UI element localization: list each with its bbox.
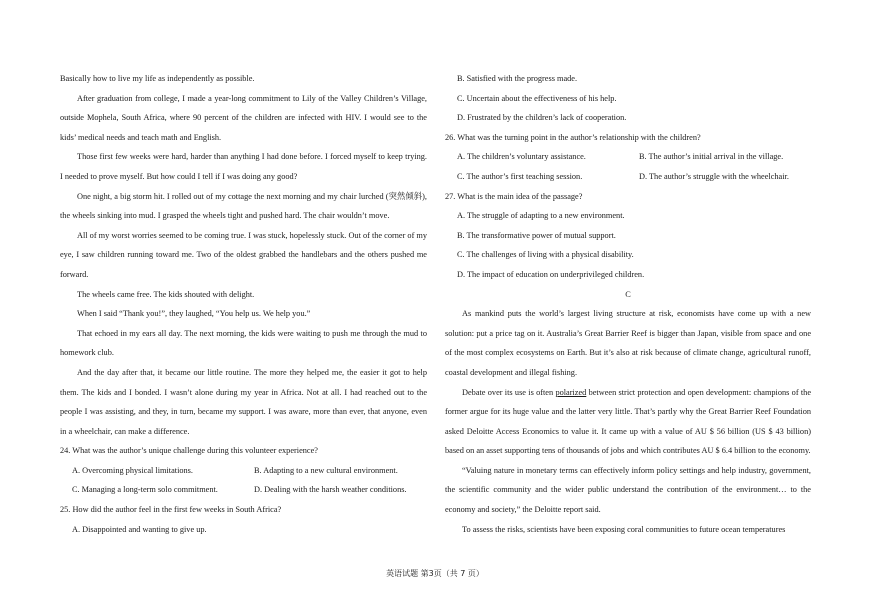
option-27-d: D. The impact of education on underprivileged children.	[457, 269, 645, 279]
question-26: 26. What was the turning point in the author’s relationship with the children?	[445, 132, 701, 142]
paragraph-debate-end: between strict protection and open development: champions of the former argue for its huge value and the latter very little. That’s partly why the Great Barrier Reef Foundation asked Deloitte Access Economics to value it. It came up with a value of AU $ 56 billion (US $ 43 billion) based on an asset supporting tens of thousands of jobs and which contributes AU $ 6.4 billion to the economy.	[445, 387, 812, 456]
paragraph-valuing-nature: “Valuing nature in monetary terms can effectively inform policy settings and help industry, government, the scientific community and the wider public understand the contribution of the environment… to the economy and society,” the Deloitte report said.	[445, 465, 811, 515]
option-27-a: A. The struggle of adapting to a new environment.	[457, 211, 625, 221]
paragraph-debate-start: Debate over its use is often	[462, 387, 556, 397]
right-column	[445, 69, 811, 539]
option-27-b: B. The transformative power of mutual support.	[457, 230, 616, 240]
paragraph-storm: One night, a big storm hit. I rolled out of my cottage the next morning and my chair lurched (突然倾斜), the wheels sinking into mud. I grasped the wheels tight and pushed hard. The chair wouldn’t move.	[60, 191, 427, 221]
paragraph-intro: Basically how to live my life as independently as possible.	[60, 74, 255, 83]
question-24-options-row-1	[60, 461, 427, 481]
option-25-b: B. Satisfied with the progress made.	[457, 74, 578, 83]
paragraph-graduation: After graduation from college, I made a year-long commitment to Lily of the Valley Children’s Village, outside Mophela, South Africa, where 90 percent of the children are infected with HIV. I would see to the kids’ medical needs and teach math and English.	[60, 93, 427, 142]
left-column	[60, 69, 427, 539]
section-c-heading: C	[625, 289, 631, 299]
paragraph-echo: That echoed in my ears all day. The next morning, the kids were waiting to push me through the mud to homework club.	[60, 328, 427, 358]
option-26-a: A. The children’s voluntary assistance.	[457, 152, 586, 162]
option-24-a: A. Overcoming physical limitations.	[72, 465, 193, 475]
paragraph-mankind: As mankind puts the world’s largest living structure at risk, economists have come up with a new solution: put a price tag on it. Australia’s Great Barrier Reef is bigger than Japan, visible from space and one of the most complex ecosystems on Earth. But it’s also at risk because of climate change, agricultural runoff, coastal development and illegal fishing.	[445, 309, 811, 377]
paragraph-assess-risks: To assess the risks, scientists have been exposing coral communities to future ocean temperatures	[462, 524, 786, 534]
paragraph-worries: All of my worst worries seemed to be coming true. I was stuck, hopelessly stuck. Out of the corner of my eye, I saw children running toward me. Two of the oldest grabbed the handlebars and the others pushed me forward.	[60, 230, 428, 279]
paragraph-debate	[445, 383, 811, 461]
question-24: 24. What was the author’s unique challenge during this volunteer experience?	[60, 446, 318, 456]
question-26-options-row-2	[445, 167, 811, 187]
paragraph-wheels-free: The wheels came free. The kids shouted with delight.	[77, 289, 255, 299]
option-25-c: C. Uncertain about the effectiveness of his help.	[457, 93, 617, 103]
option-25-a: A. Disappointed and wanting to give up.	[72, 524, 207, 534]
option-24-d: D. Dealing with the harsh weather conditions.	[254, 485, 407, 495]
question-26-options-row-1	[445, 147, 811, 167]
paragraph-first-weeks: Those first few weeks were hard, harder than anything I had done before. I forced myself to keep trying. I needed to prove myself. But how could I tell if I was doing any good?	[60, 152, 427, 181]
question-25: 25. How did the author feel in the first few weeks in South Africa?	[60, 505, 282, 515]
option-24-b: B. Adapting to a new cultural environment.	[254, 465, 398, 475]
option-24-c: C. Managing a long-term solo commitment.	[72, 485, 218, 495]
option-25-d: D. Frustrated by the children’s lack of cooperation.	[457, 113, 627, 123]
question-24-options-row-2	[60, 480, 427, 500]
paragraph-routine: And the day after that, it became our little routine. The more they helped me, the easier it got to help them. The kids and I bonded. I wasn’t alone during my year in Africa. Not at all. I had reached out to the people I was assisting, and they, in turn, became my support. I was aware, more than ever, that anyone, even in a wheelchair, can make a difference.	[60, 367, 427, 436]
page-footer: 英语试题 第3页（共 7 页）	[386, 569, 484, 578]
option-26-d: D. The author’s struggle with the wheelchair.	[639, 171, 789, 181]
option-26-c: C. The author’s first teaching session.	[457, 171, 583, 181]
paragraph-thank-you: When I said “Thank you!”, they laughed, “You help us. We help you.”	[77, 309, 311, 319]
underlined-word-polarized: polarized	[555, 387, 587, 397]
option-26-b: B. The author’s initial arrival in the village.	[639, 152, 784, 162]
option-27-c: C. The challenges of living with a physical disability.	[457, 250, 634, 260]
question-27: 27. What is the main idea of the passage?	[445, 191, 583, 201]
